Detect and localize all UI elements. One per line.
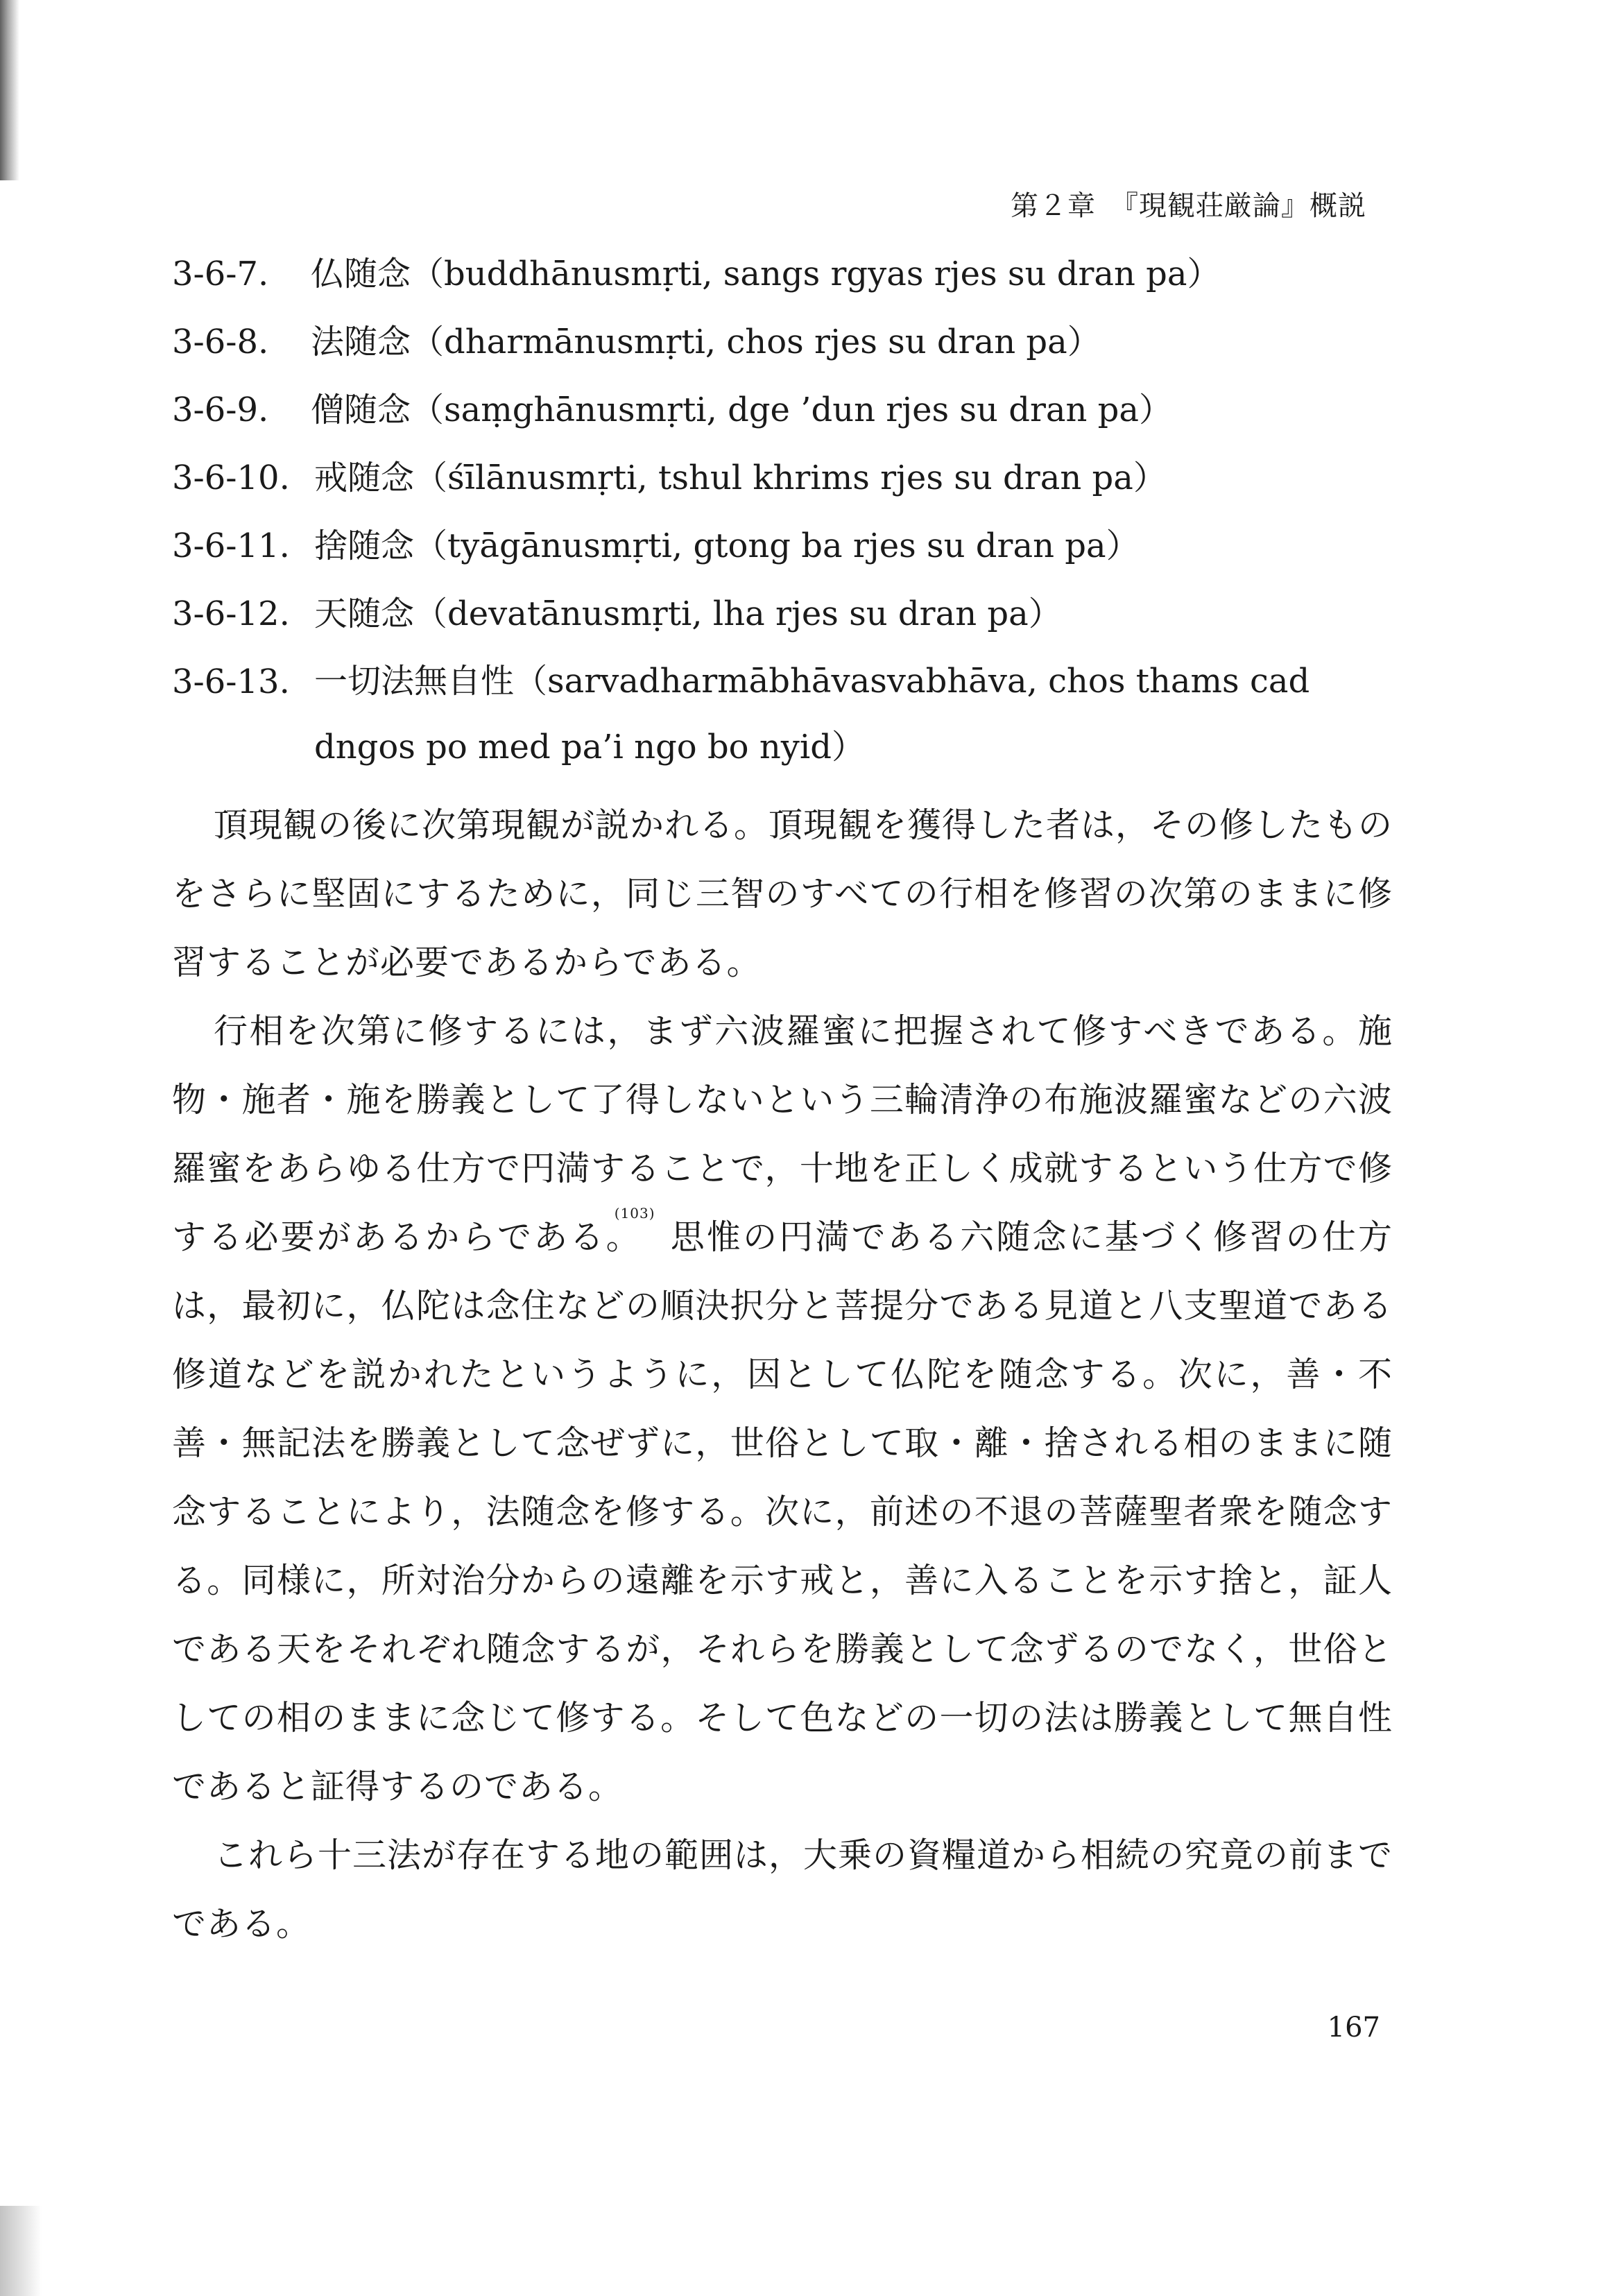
item-text: 戒随念（śīlānusmṛti, tshul khrims rjes su dran pa） [314, 459, 1167, 497]
list-item [172, 389, 1393, 457]
item-number: 3-6-10. [172, 459, 290, 497]
list-item [172, 253, 1393, 321]
item-number: 3-6-7. [172, 255, 269, 293]
page-number: 167 [1327, 2012, 1380, 2044]
list-item [172, 661, 1393, 793]
item-text: 法随念（dharmānusmṛti, chos rjes su dran pa） [311, 323, 1101, 361]
paragraph-text: 行相を次第に修するには，まず六波羅蜜に把握されて修すべきである。施物・施者・施を勝義として了得しないという三輪清浄の布施波羅蜜などの六波羅蜜をあらゆる仕方で円満することで，十地を正しく成就するという仕方で修する必要があるからである。 [172, 1011, 1393, 1257]
item-text: 一切法無自性（sarvadharmābhāvasvabhāva, chos thams cad dngos po med pa’i ngo bo nyid） [314, 662, 1310, 766]
item-number: 3-6-13. [172, 662, 290, 701]
paragraph [172, 997, 1393, 1821]
footnote-reference: (103) [614, 1205, 655, 1222]
body-text [172, 791, 1393, 1958]
item-list [172, 253, 1393, 793]
paragraph: 頂現観の後に次第現観が説かれる。頂現観を獲得した者は，その修したものをさらに堅固にするために，同じ三智のすべての行相を修習の次第のままに修習することが必要であるからである。 [172, 805, 1393, 982]
item-text: 仏随念（buddhānusmṛti, sangs rgyas rjes su dran pa） [311, 255, 1221, 293]
item-number: 3-6-12. [172, 594, 290, 633]
item-text: 僧随念（saṃghānusmṛti, dge ’dun rjes su dran pa） [311, 391, 1173, 429]
list-item [172, 321, 1393, 389]
list-item [172, 457, 1393, 525]
item-number: 3-6-9. [172, 391, 269, 429]
running-head: 第２章 『現観荘厳論』概説 [1011, 190, 1366, 222]
item-text: 天随念（devatānusmṛti, lha rjes su dran pa） [314, 594, 1062, 633]
scan-edge-shadow-bottom [0, 2206, 42, 2296]
paragraph: これら十三法が存在する地の範囲は，大乗の資糧道から相続の究竟の前までである。 [172, 1835, 1393, 1944]
paragraph-text: 思惟の円満である六随念に基づく修習の仕方は，最初に，仏陀は念住などの順決択分と菩提分である見道と八支聖道である修道などを説かれたというように，因として仏陀を随念する。次に，善・不善・無記法を勝義として念ぜずに，世俗として取・離・捨される相のままに随念することにより，法随念を修する。次に，前述の不退の菩薩聖者衆を随念する。同様に，所対治分からの遠離を示す戒と，善に入ることを示す捨と，証人である天をそれぞれ随念するが，それらを勝義として念ずるのでなく，世俗としての相のままに念じて修する。そして色などの一切の法は勝義として無自性であると証得するのである。 [172, 1217, 1393, 1806]
item-number: 3-6-8. [172, 323, 269, 361]
scan-edge-shadow-top [0, 0, 19, 180]
item-text: 捨随念（tyāgānusmṛti, gtong ba rjes su dran pa） [314, 526, 1140, 565]
list-item [172, 525, 1393, 593]
item-number: 3-6-11. [172, 526, 290, 565]
